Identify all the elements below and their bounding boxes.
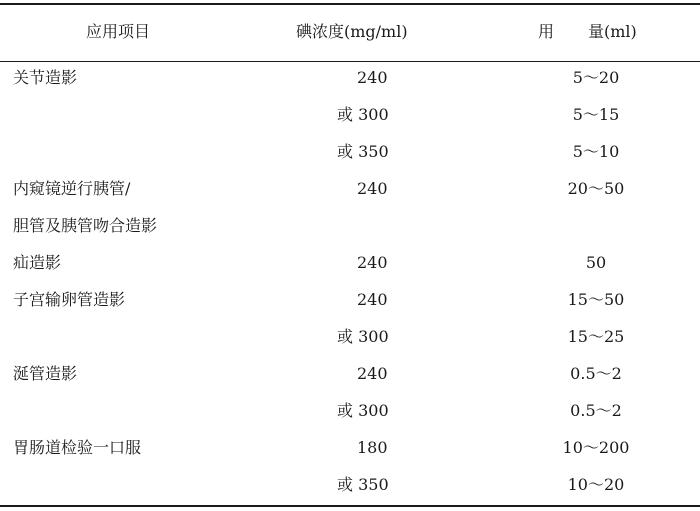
cell-dose: 20～50 bbox=[567, 179, 625, 198]
table-row bbox=[0, 177, 700, 214]
cell-concentration: 240 bbox=[357, 253, 388, 272]
top-rule bbox=[0, 3, 700, 5]
cell-application: 涎管造影 bbox=[13, 364, 78, 383]
table-row bbox=[0, 251, 700, 288]
cell-application: 疝造影 bbox=[13, 253, 62, 272]
table-row bbox=[0, 214, 700, 251]
cell-concentration: 或 300 bbox=[337, 327, 389, 346]
cell-application: 子宫输卵管造影 bbox=[13, 290, 126, 309]
cell-dose: 50 bbox=[585, 253, 607, 272]
header-concentration: 碘浓度(mg/ml) bbox=[296, 22, 408, 41]
cell-dose: 0.5～2 bbox=[570, 401, 622, 420]
cell-dose: 5～20 bbox=[572, 68, 620, 87]
cell-application: 胃肠道检验一口服 bbox=[13, 438, 142, 457]
header-dose bbox=[538, 22, 637, 42]
table-row bbox=[0, 288, 700, 325]
cell-concentration: 240 bbox=[357, 179, 388, 198]
cell-concentration: 或 300 bbox=[337, 401, 389, 420]
cell-dose: 0.5～2 bbox=[570, 364, 622, 383]
bottom-rule bbox=[0, 505, 700, 507]
cell-concentration: 或 350 bbox=[337, 142, 389, 161]
cell-dose: 10～20 bbox=[567, 475, 625, 494]
cell-concentration: 240 bbox=[357, 364, 388, 383]
table-row bbox=[0, 436, 700, 473]
cell-dose: 15～25 bbox=[567, 327, 625, 346]
table-row bbox=[0, 103, 700, 140]
cell-application: 胆管及胰管吻合造影 bbox=[13, 216, 158, 235]
header-rule bbox=[0, 61, 700, 62]
table-row bbox=[0, 325, 700, 362]
cell-dose: 10～200 bbox=[562, 438, 630, 457]
header-application: 应用项目 bbox=[86, 22, 151, 41]
header-dose-right: 量(ml) bbox=[588, 22, 637, 41]
table-row bbox=[0, 362, 700, 399]
cell-dose: 15～50 bbox=[567, 290, 625, 309]
cell-concentration: 或 300 bbox=[337, 105, 389, 124]
table-row bbox=[0, 399, 700, 436]
table-row bbox=[0, 140, 700, 177]
cell-concentration: 240 bbox=[357, 68, 388, 87]
header-dose-left: 用 bbox=[538, 22, 555, 41]
cell-dose: 5～10 bbox=[572, 142, 620, 161]
table-row bbox=[0, 66, 700, 103]
cell-application: 内窥镜逆行胰管/ bbox=[13, 179, 131, 198]
cell-concentration: 或 350 bbox=[337, 475, 389, 494]
cell-application: 关节造影 bbox=[13, 68, 78, 87]
cell-dose: 5～15 bbox=[572, 105, 620, 124]
cell-concentration: 240 bbox=[357, 290, 388, 309]
cell-concentration: 180 bbox=[357, 438, 388, 457]
